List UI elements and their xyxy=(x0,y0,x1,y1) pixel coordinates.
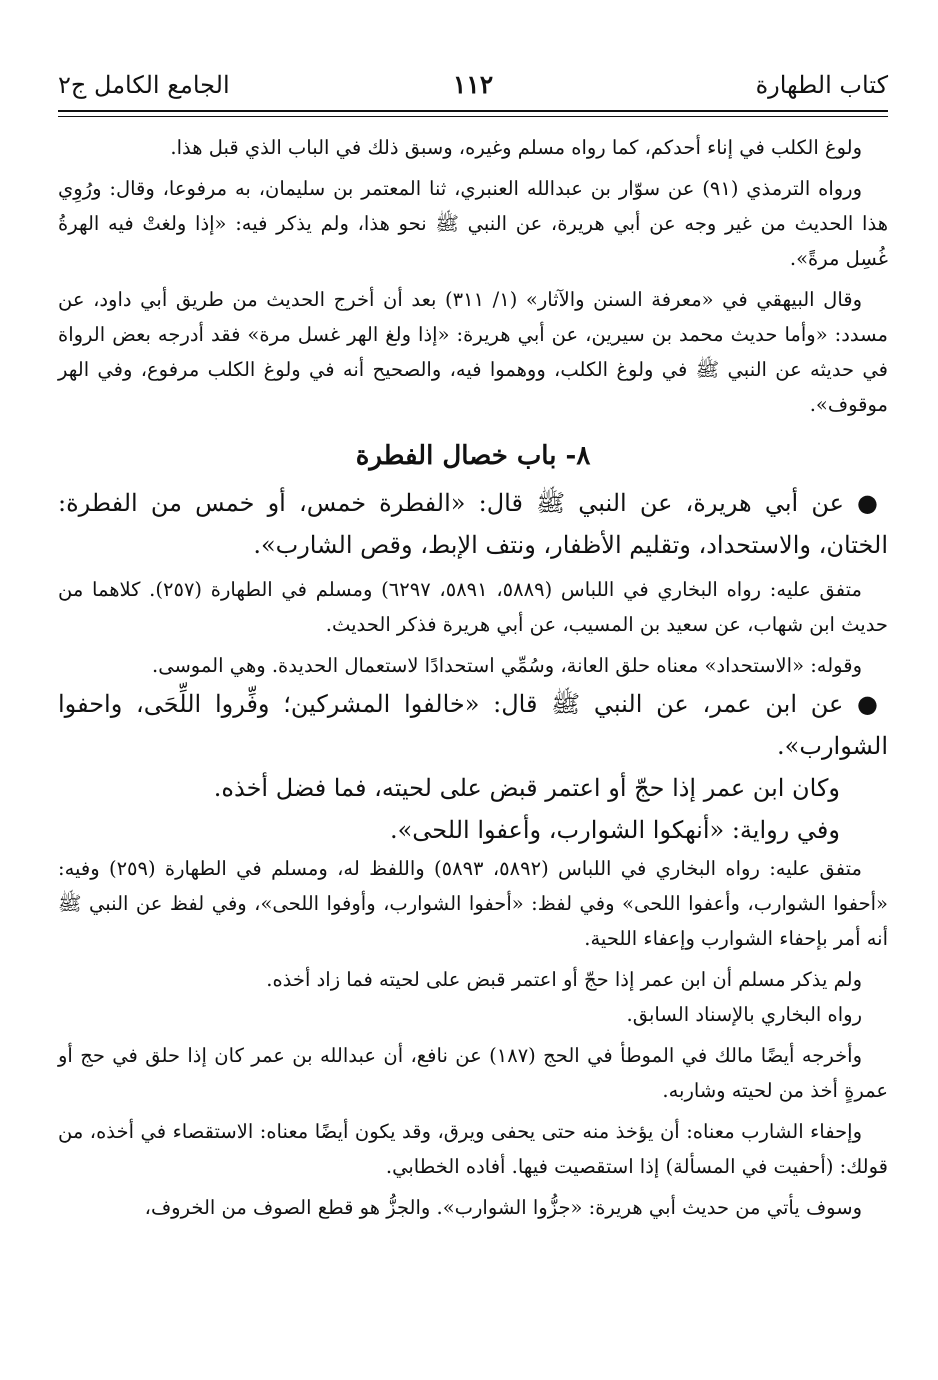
volume-title: الجامع الكامل ج٢ xyxy=(58,71,230,99)
hadith-text: وفي رواية: «أنهكوا الشوارب، وأعفوا اللحى». xyxy=(389,816,840,844)
page-body xyxy=(58,130,888,1225)
text-paragraph: وقال البيهقي في «معرفة السنن والآثار» (١/ ٣١١) بعد أن أخرج الحديث من طريق أبي داود، عن مسدد: «وأما حديث محمد بن سيرين، عن أبي هريرة: «إذا ولغ الهر غسل مرة» فقد أدرجه بعض الرواة في حديثه عن النبي ﷺ في ولوغ الكلب، ووهموا فيه، والصحيح أنه في ولوغ الكلب مرفوع، وفي الهر موقوف». xyxy=(58,288,888,416)
hadith-text: ● عن ابن عمر، عن النبي ﷺ قال: «خالفوا المشركين؛ وفِّروا اللِّحَى، واحفوا الشوارب». xyxy=(58,690,888,760)
commentary-paragraph: متفق عليه: رواه البخاري في اللباس (٥٨٨٩، ٥٨٩١، ٦٢٩٧) ومسلم في الطهارة (٢٥٧). كلاهما من حديث ابن شهاب، عن سعيد بن المسيب، عن أبي هريرة فذكر الحديث. xyxy=(58,578,888,636)
page-number: ١١٢ xyxy=(452,70,494,99)
text-paragraph: ولوغ الكلب في إناء أحدكم، كما رواه مسلم وغيره، وسبق ذلك في الباب الذي قبل هذا. xyxy=(170,136,862,159)
chapter-title: ٨- باب خصال الفطرة xyxy=(355,441,591,471)
commentary-paragraph: متفق عليه: رواه البخاري في اللباس (٥٨٩٢، ٥٨٩٣) واللفظ له، ومسلم في الطهارة (٢٥٩) وفيه: «أحفوا الشوارب، وأعفوا اللحى» وفي لفظ: «أحفوا الشوارب، وأوفوا اللحى»، وفي لفظ عن النبي ﷺ أنه أمر بإحفاء الشوارب وإعفاء اللحية. xyxy=(58,857,888,950)
commentary-paragraph: ولم يذكر مسلم أن ابن عمر إذا حجّ أو اعتمر قبض على لحيته فما زاد أخذه. xyxy=(266,968,862,991)
book-title: كتاب الطهارة xyxy=(755,71,888,99)
commentary-paragraph: وقوله: «الاستحداد» معناه حلق العانة، وسُمِّي استحدادًا لاستعمال الحديدة. وهي الموسى. xyxy=(152,654,862,677)
header-rule-thin xyxy=(58,116,888,117)
header-rule-thick xyxy=(58,110,888,112)
commentary-paragraph: وإحفاء الشارب معناه: أن يؤخذ منه حتى يحفى ويرق، وقد يكون أيضًا معناه: الاستقصاء في أخذه، من قولك: (أحفيت في المسألة) إذا استقصيت فيها. أفاده الخطابي. xyxy=(58,1120,888,1178)
text-paragraph: ورواه الترمذي (٩١) عن سوّار بن عبدالله العنبري، ثنا المعتمر بن سليمان، به مرفوعا، وقال: ورُوِي هذا الحديث من غير وجه عن أبي هريرة، عن النبي ﷺ نحو هذا، ولم يذكر فيه: «إذا ولغتْ فيه الهرةُ غُسِل مرةً». xyxy=(58,177,888,270)
page-header xyxy=(58,70,888,106)
hadith-text: وكان ابن عمر إذا حجّ أو اعتمر قبض على لحيته، فما فضل أخذه. xyxy=(213,774,840,802)
commentary-paragraph: وأخرجه أيضًا مالك في الموطأ في الحج (١٨٧) عن نافع، أن عبدالله بن عمر كان إذا حلق في حج أو عمرةٍ أخذ من لحيته وشاربه. xyxy=(58,1044,888,1102)
commentary-paragraph: وسوف يأتي من حديث أبي هريرة: «جزُّوا الشوارب». والجزُّ هو قطع الصوف من الخروف، xyxy=(144,1196,862,1219)
commentary-paragraph: رواه البخاري بالإسناد السابق. xyxy=(626,1003,862,1026)
hadith-text: ● عن أبي هريرة، عن النبي ﷺ قال: «الفطرة خمس، أو خمس من الفطرة: الختان، والاستحداد، وتقليم الأظفار، ونتف الإبط، وقص الشارب». xyxy=(58,489,888,559)
